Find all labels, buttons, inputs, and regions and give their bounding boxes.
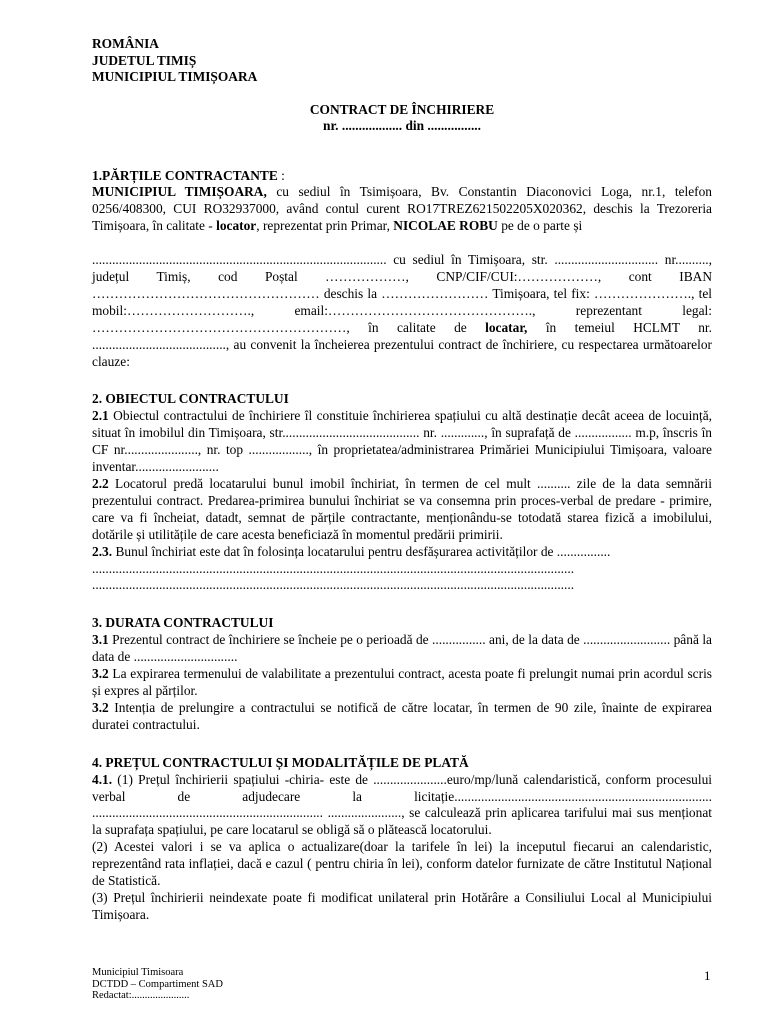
section-price xyxy=(92,755,712,924)
fill-line: ................................................................................................................................................ xyxy=(92,560,575,576)
section-object xyxy=(92,391,712,594)
paragraph-locatar: ........................................................................................ cu sediul în Timișoara, str. ............................... nr.........., județul Timiș, cod Poștal ………………, CNP/CIF/CUI:………………, cont IBAN …………………………………………… deschis la …………………… Timișoara, tel fix: …………………., tel mobil:………………………., email:………………………………………., reprezentant legal: …………………………………………………, în calitate de locatar, în temeiul HCLMT nr. ........................................, au convenit la încheierea prezentului contract de închiriere, cu respectarea următoarelor clauze: xyxy=(92,252,713,369)
header-county: JUDETUL TIMIȘ xyxy=(92,52,197,68)
page-number: 1 xyxy=(704,968,711,983)
clause-4-1-2: (2) Acestei valori i se va aplica o actualizare(doar la tarifele în lei) la inceputul fiecarui an calendaristic, reprezentând rata inflației, dacă e cazul ( pentru chiria în lei), conform datelor furnizate de către Institutul Național de Statistică. xyxy=(92,839,712,889)
header-country: ROMÂNIA xyxy=(92,36,159,51)
page-footer xyxy=(92,967,223,1002)
clause-4-1: 4.1. (1) Prețul închirierii spațiului -chiria- este de ......................euro/mp/lună calendaristică, conform procesului verbal de adjudecare la licitație............................................................................. ..................................................................... ......................, se calculează prin aplicarea tarifului mai sus menționat la suprafața spațiului, pe care locatarul se obligă să o plătească locatorului. xyxy=(92,771,712,838)
clause-2-3: 2.3. Bunul închiriat este dat în folosința locatarului pentru desfășurarea activităților de ................ xyxy=(92,543,611,559)
clause-2-1: 2.1 Obiectul contractului de închiriere îl constituie închirierea spațiului cu altă destinație decât aceea de locuință, situat în imobilul din Timișoara, str......................................... nr. ............., în suprafață de ................. m.p, înscris în CF nr......................, nr. top .................., în proprietatea/administrarea Primăriei Municipiului Timișoara, valoare inventar......................... xyxy=(92,408,712,475)
footer-editor: Redactat:...................... xyxy=(92,990,190,1002)
title-number: nr. .................. din ................ xyxy=(323,117,481,133)
section-heading: 1.PĂRȚILE CONTRACTANTE xyxy=(92,167,278,183)
section-heading: 3. DURATA CONTRACTULUI xyxy=(92,615,274,631)
clause-4-1-3: (3) Prețul închirierii neindexate poate fi modificat unilateral prin Hotărâre a Consiliului Local al Municipiului Timișoara. xyxy=(92,889,712,922)
clause-2-2: 2.2 Locatorul predă locatarului bunul imobil închiriat, în termen de cel mult .......... zile de la data semnării prezentului contract. Predarea-primirea bunului închiriat se va consemna prin proces-verbal de predare - primire, care va fi încheiat, datadt, semnat de părțile contractante, menționându-se totodată starea fizică a imobilului, dotările și utilitățile de care acesta beneficiază în momentul predării primirii. xyxy=(92,476,712,542)
header-municipality: MUNICIPIUL TIMIȘOARA xyxy=(92,69,258,84)
footer-institution: Municipiul Timisoara xyxy=(92,967,184,978)
contract-title xyxy=(92,102,712,134)
issuer-header xyxy=(92,36,712,86)
clause-3-1: 3.1 Prezentul contract de închiriere se încheie pe o perioadă de ................ ani, de la data de .......................... până la data de ............................... xyxy=(92,632,712,665)
clause-3-2: 3.2 La expirarea termenului de valabilitate a prezentului contract, acesta poate fi prelungit numai prin acordul scris și expres al părților. xyxy=(92,666,712,698)
document-page xyxy=(92,36,712,924)
title-main: CONTRACT DE ÎNCHIRIERE xyxy=(309,101,495,117)
clause-3-2-notice: 3.2 Intenția de prelungire a contractului se notifică de către locatar, în termen de 90 zile, înainte de expirarea duratei contractului. xyxy=(92,699,712,732)
section-heading: 4. PREȚUL CONTRACTULUI ȘI MODALITĂȚILE DE PLATĂ xyxy=(92,754,469,770)
footer-department: DCTDD – Compartiment SAD xyxy=(92,978,223,990)
section-duration xyxy=(92,615,712,733)
fill-line: ................................................................................................................................................ xyxy=(92,577,575,593)
paragraph-locator: MUNICIPIUL TIMIȘOARA, cu sediul în Tsimișoara, Bv. Constantin Diaconovici Loga, nr.1, telefon 0256/408300, CUI RO32937000, având contul curent RO17TREZ621502205X020362, deschis la Trezoreria Timișoara, în calitate - locator, reprezentat prin Primar, NICOLAE ROBU pe de o parte și xyxy=(92,184,712,234)
section-parties: 1.PĂRȚILE CONTRACTANTE : MUNICIPIUL TIMIȘOARA, cu sediul în Tsimișoara, Bv. Constantin Diaconovici Loga, nr.1, telefon 0256/408300, CUI RO32937000, având contul curent RO17TREZ621502205X020362, deschis la Trezoreria Timișoara, în calitate - locator, reprezentat prin Primar, NICOLAE ROBU pe de o parte și ........................................................................................ cu sediul în Timișoara, str. ............................... nr.........., județul Timiș, cod Poștal ………………, CNP/CIF/CUI:………………, cont IBAN …………………………………………… deschis la …………………… Timișoara, tel fix: …………………., tel mobil:………………………., email:………………………………………., reprezentant legal: …………………………………………………, în calitate de locatar, în temeiul HCLMT nr. ........................................, au convenit la încheierea prezentului contract de închiriere, cu respectarea următoarelor clauze: xyxy=(92,167,713,369)
section-heading: 2. OBIECTUL CONTRACTULUI xyxy=(92,391,289,407)
